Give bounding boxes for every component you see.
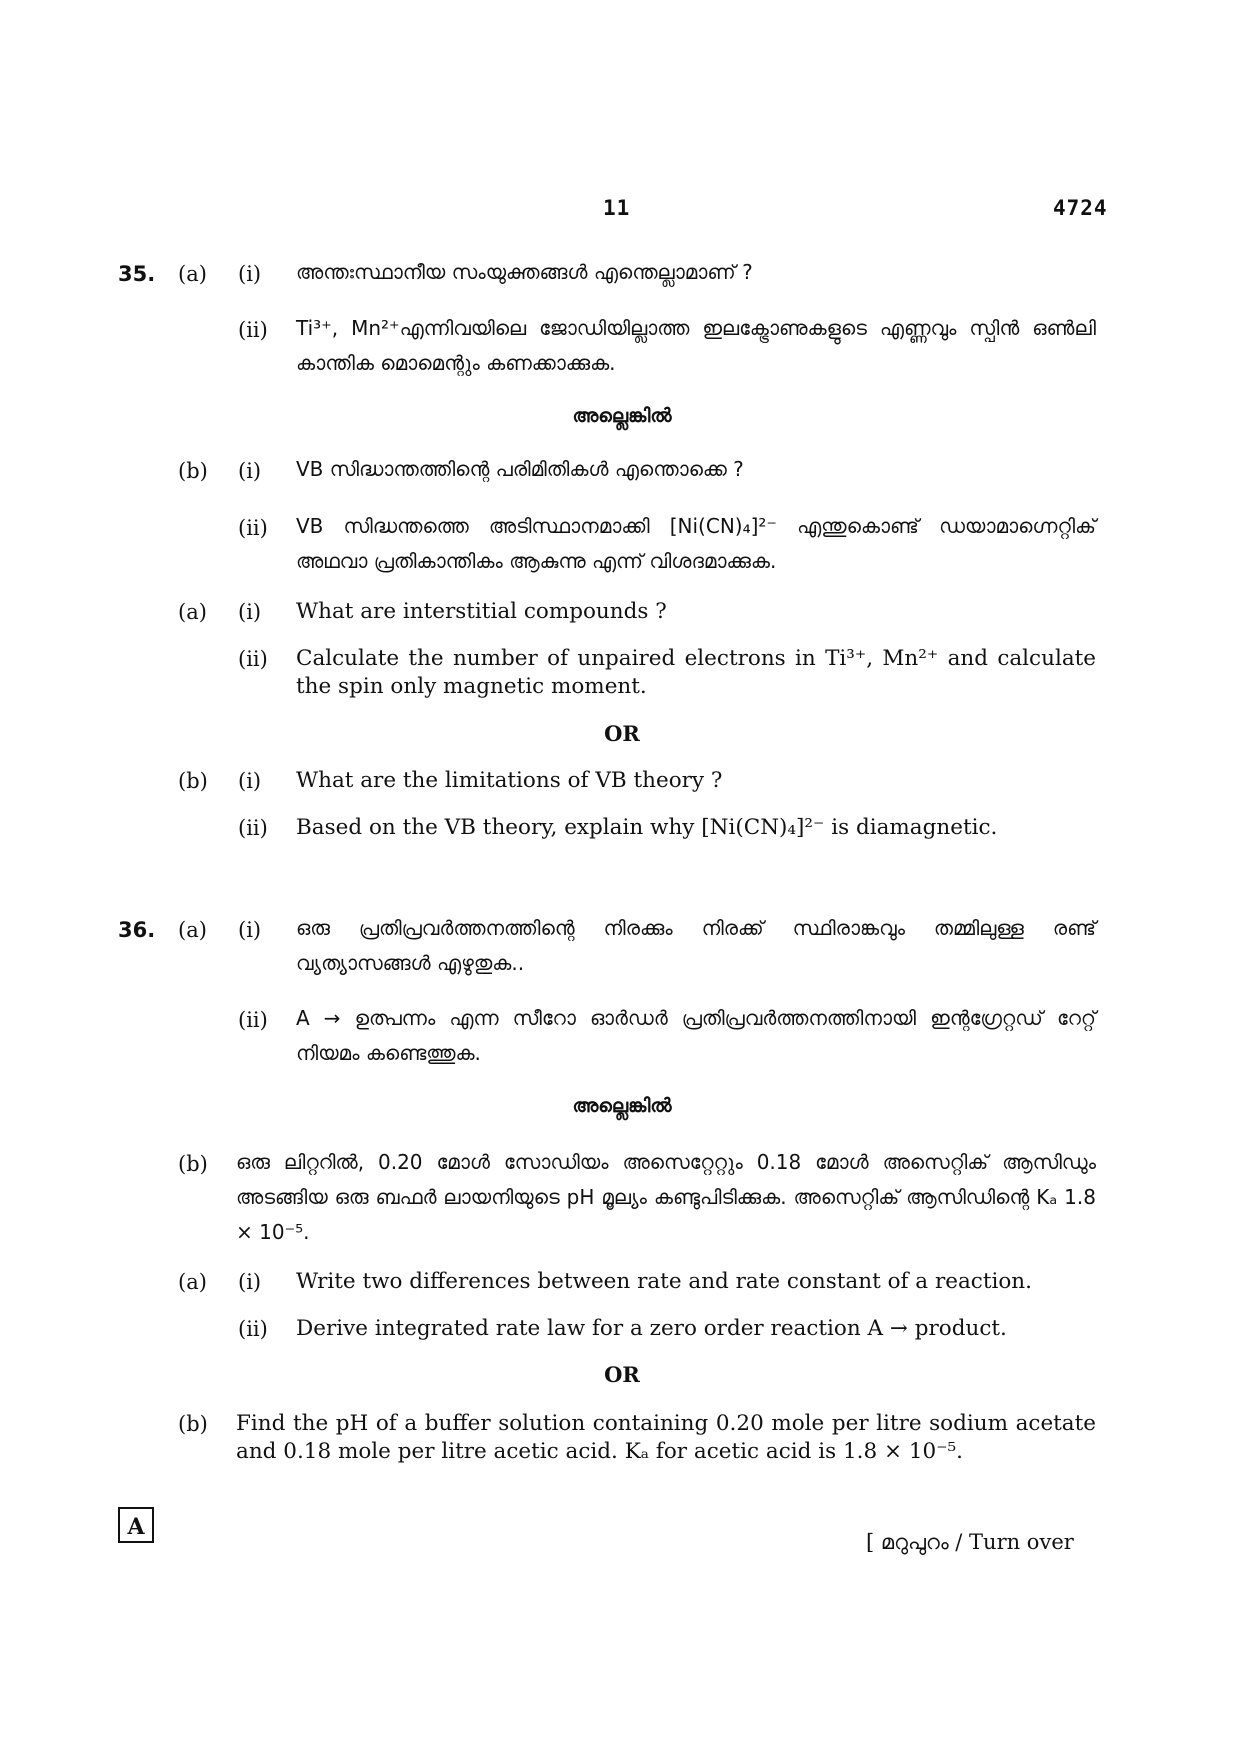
q36-ml-part-a-label: (a) xyxy=(178,918,207,942)
q35-ml-a-i-text: അന്തഃസ്ഥാനീയ സംയുക്തങ്ങൾ എന്തെല്ലാമാണ് ? xyxy=(296,260,753,284)
q36-ml-b-text: ഒരു ലിറ്ററിൽ, 0.20 മോൾ സോഡിയം അസെറ്റേറ്റും 0.18 മോൾ അസെറ്റിക് ആസിഡും അടങ്ങിയ ഒരു ബഫർ ലായനിയുടെ pH മൂല്യം കണ്ടുപിടിക്കുക. അസെറ്റിക് ആസിഡിന്റെ Kₐ 1.8 × 10⁻⁵. xyxy=(236,1150,1096,1244)
q35-en-or: OR xyxy=(604,721,640,746)
q36-ml-a-i-text: ഒരു പ്രതിപ്രവർത്തനത്തിന്റെ നിരക്കും നിരക്ക് സ്ഥിരാങ്കവും തമ്മിലുള്ള രണ്ട് വ്യത്യാസങ്ങൾ എഴുതുക.. xyxy=(296,916,1096,975)
q35-en-a-ii-label: (ii) xyxy=(238,647,268,671)
paper-code: 4724 xyxy=(1053,196,1108,220)
q36-en-b-text: Find the pH of a buffer solution containing 0.20 mole per litre sodium acetate and 0.18 mole per litre acetic acid. Kₐ for acetic acid is 1.8 × 10⁻⁵. xyxy=(236,1411,1096,1464)
q35-ml-b-i-label: (i) xyxy=(238,459,262,483)
q35-ml-part-a-label: (a) xyxy=(178,262,207,286)
q35-ml-a-i-label: (i) xyxy=(238,262,262,286)
q35-ml-b-ii-label: (ii) xyxy=(238,516,268,540)
q36-en-part-b-label: (b) xyxy=(178,1412,208,1436)
q36-en-part-a-label: (a) xyxy=(178,1270,207,1294)
q35-en-a-i-text: What are interstitial compounds ? xyxy=(296,599,667,624)
booklet-code-box: A xyxy=(118,1507,154,1543)
q35-en-a-ii-text: Calculate the number of unpaired electrons in Ti³⁺, Mn²⁺ and calculate the spin only magnetic moment. xyxy=(296,646,1096,699)
q36-ml-a-ii-text: A → ഉത്പന്നം എന്ന സീറോ ഓർഡർ പ്രതിപ്രവർത്തനത്തിനായി ഇന്റഗ്രേറ്റഡ് റേറ്റ് നിയമം കണ്ടെത്തുക. xyxy=(296,1006,1096,1065)
q36-en-a-ii-label: (ii) xyxy=(238,1317,268,1341)
q36-ml-a-ii-label: (ii) xyxy=(238,1008,268,1032)
q36-en-a-i-label: (i) xyxy=(238,1270,262,1294)
q35-en-b-i-label: (i) xyxy=(238,769,262,793)
q35-ml-part-b-label: (b) xyxy=(178,459,208,483)
q36-ml-part-b-label: (b) xyxy=(178,1152,208,1176)
turn-over-label: [ മറുപുറം / Turn over xyxy=(866,1530,1074,1554)
q35-ml-or: അല്ലെങ്കിൽ xyxy=(572,405,672,427)
q36-ml-a-i-label: (i) xyxy=(238,918,262,942)
question-number-36: 36. xyxy=(118,918,156,942)
q36-en-a-ii-text: Derive integrated rate law for a zero order reaction A → product. xyxy=(296,1316,1007,1341)
q36-en-a-i-text: Write two differences between rate and rate constant of a reaction. xyxy=(296,1269,1032,1294)
q35-en-b-ii-label: (ii) xyxy=(238,816,268,840)
q36-en-or: OR xyxy=(604,1362,640,1387)
q35-en-b-i-text: What are the limitations of VB theory ? xyxy=(296,768,723,793)
question-number-35: 35. xyxy=(118,262,156,286)
q35-en-a-i-label: (i) xyxy=(238,600,262,624)
q35-ml-b-ii-text: VB സിദ്ധന്തത്തെ അടിസ്ഥാനമാക്കി [Ni(CN)₄]²⁻ എന്തുകൊണ്ട് ഡയാമാഗ്നെറ്റിക് അഥവാ പ്രതികാന്തികം ആകുന്നു എന്ന് വിശദമാക്കുക. xyxy=(296,514,1096,573)
q35-ml-b-i-text: VB സിദ്ധാന്തത്തിന്റെ പരിമിതികൾ എന്തൊക്കെ ? xyxy=(296,457,744,481)
q35-ml-a-ii-label: (ii) xyxy=(238,318,268,342)
q35-en-b-ii-text: Based on the VB theory, explain why [Ni(CN)₄]²⁻ is diamagnetic. xyxy=(296,815,998,840)
q36-ml-or: അല്ലെങ്കിൽ xyxy=(572,1095,672,1117)
page-number: 11 xyxy=(603,196,631,220)
q35-en-part-a-label: (a) xyxy=(178,600,207,624)
q35-en-part-b-label: (b) xyxy=(178,769,208,793)
q35-ml-a-ii-text: Ti³⁺, Mn²⁺എന്നിവയിലെ ജോഡിയില്ലാത്ത ഇലക്ട്രോണുകളുടെ എണ്ണവും സ്പിൻ ഒൺലി കാന്തിക മൊമെന്റും കണക്കാക്കുക. xyxy=(296,316,1096,375)
